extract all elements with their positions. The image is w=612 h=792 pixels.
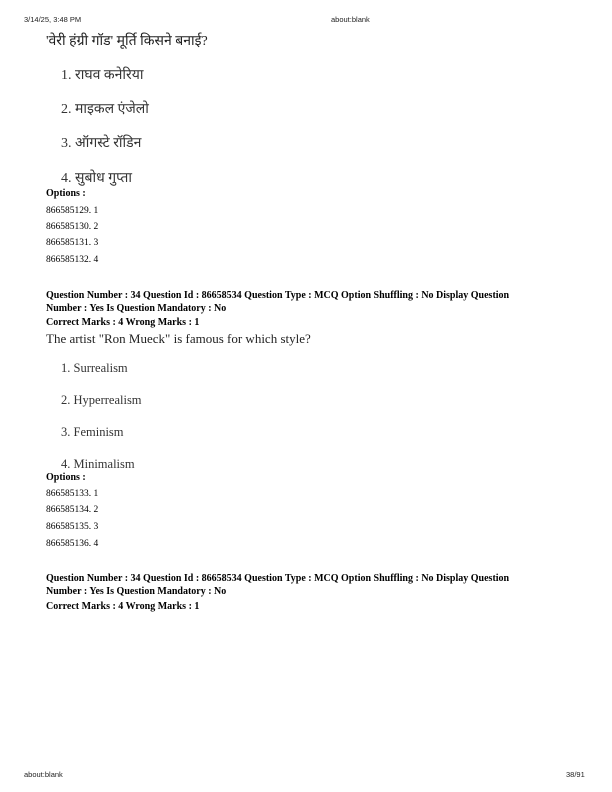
choice-4: 4. Minimalism	[61, 457, 135, 471]
option-id: 866585132. 4	[46, 255, 99, 265]
option-id: 866585130. 2	[46, 222, 99, 232]
choice-3: 3. Feminism	[61, 425, 124, 439]
page-number: 38/91	[566, 770, 585, 779]
print-header-url: about:blank	[331, 15, 370, 24]
question-marks: Correct Marks : 4 Wrong Marks : 1	[46, 317, 200, 328]
option-id: 866585136. 4	[46, 539, 99, 549]
question-text: The artist "Ron Mueck" is famous for which style?	[46, 331, 311, 346]
question-meta: Question Number : 34 Question Id : 86658534 Question Type : MCQ Option Shuffling : No Display Question	[46, 290, 510, 301]
question-meta: Number : Yes Is Question Mandatory : No	[46, 303, 227, 314]
question-meta: Question Number : 34 Question Id : 86658534 Question Type : MCQ Option Shuffling : No Display Question	[46, 573, 510, 584]
question-text: 'वेरी हंग्री गॉड' मूर्ति किसने बनाई?	[46, 34, 208, 49]
choice-2: 2. Hyperrealism	[61, 393, 142, 407]
options-label: Options :	[46, 188, 86, 199]
question-marks: Correct Marks : 4 Wrong Marks : 1	[46, 601, 200, 612]
option-id: 866585131. 3	[46, 238, 99, 248]
choice-3: 3. ऑगस्टे रॉडिन	[61, 136, 142, 151]
option-id: 866585134. 2	[46, 505, 99, 515]
question-meta: Number : Yes Is Question Mandatory : No	[46, 586, 227, 597]
print-datetime: 3/14/25, 3:48 PM	[24, 15, 82, 24]
print-footer-url: about:blank	[24, 770, 63, 779]
options-label: Options :	[46, 472, 86, 483]
option-id: 866585133. 1	[46, 489, 99, 499]
choice-1: 1. Surrealism	[61, 361, 128, 375]
option-id: 866585129. 1	[46, 206, 99, 216]
choice-1: 1. राघव कनेरिया	[61, 68, 144, 83]
option-id: 866585135. 3	[46, 522, 99, 532]
choice-2: 2. माइकल एंजेलो	[61, 102, 149, 117]
choice-4: 4. सुबोध गुप्ता	[61, 171, 132, 186]
